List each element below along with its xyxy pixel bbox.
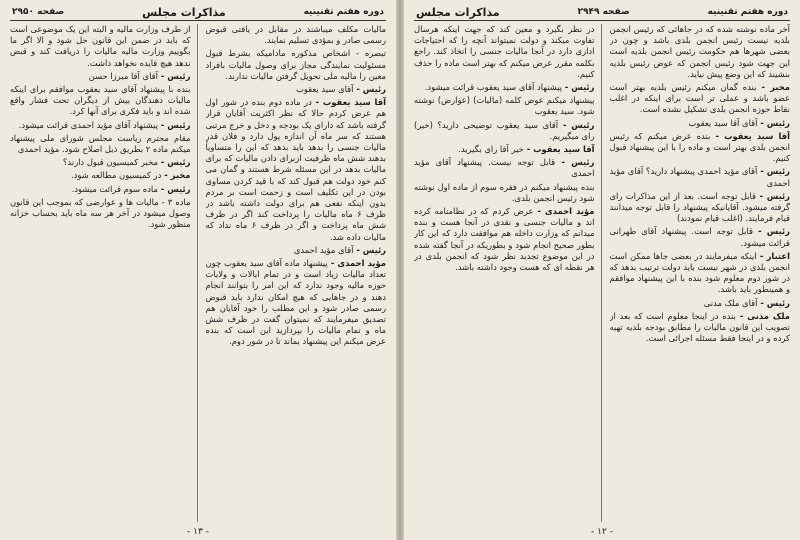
paragraph — [414, 95, 595, 117]
paragraph — [10, 133, 191, 155]
right-page-session: دوره هفتم تقنینیه — [707, 7, 788, 17]
speaker-name: رئیس - — [157, 70, 191, 81]
paragraph — [610, 166, 791, 188]
speaker-name: رئیس - — [555, 157, 595, 168]
paragraph — [610, 131, 791, 165]
paragraph-text: پیشنهاد ماده آقای سید یعقوب چون تعداد مالیات زیاد است و در تمام ایالات و ولایات حوزه مالیه وجود ندارد که این امر را بتوانند انجام دهند و در جاهایی که هیچ امکان ندارد باید قبوض رسمی صادر شود و این مطلب را خود آقایان هم تصدیق میفرمایند که نمیتوان گفت در ظرف شش ماه و تمام مالیات را بپردازید این است که بنده عرض میکنم این پیشنهاد بماند تا در شور دوم. — [205, 258, 386, 347]
speaker-name: رئیس - — [157, 183, 191, 194]
speaker-name: رئیس - — [561, 82, 595, 93]
paragraph-text: آقای ملک مدنی — [703, 297, 758, 308]
paragraph — [610, 226, 791, 248]
paragraph-text: بنده با پیشنهاد آقای سید یعقوب موافقم برای اینکه مالیات دهندگان بیش از دیگران تحت فشار واقع شده اند و باید فکری برای آنها کرد. — [10, 84, 191, 117]
paragraph — [610, 24, 791, 80]
speaker-name: آقا سید یعقوب - — [710, 130, 790, 141]
paragraph — [414, 182, 595, 204]
speaker-name: رئیس - — [757, 117, 790, 128]
paragraph — [10, 184, 191, 195]
paragraph — [610, 191, 791, 225]
paragraph — [206, 245, 387, 256]
paragraph — [610, 82, 791, 116]
paragraph-text: پیشنهاد آقای مؤید احمدی قرائت میشود. — [18, 119, 158, 130]
left-page-header — [10, 4, 386, 21]
right-page-footer: - ۱۲ - — [591, 527, 613, 537]
speaker-name: رئیس - — [756, 190, 790, 201]
paragraph — [10, 24, 191, 69]
paragraph-text: مخبر کمیسیون قبول دارند؟ — [62, 157, 158, 168]
paragraph — [206, 24, 387, 46]
paragraph-text: اینکه میفرمایند در بعضی جاها ممکن است انجمن بلدی در شهر نیست باید دولت ترتیب بدهد که در شور دوم معلوم شود بنده با این پیشنهاد موافقم و همینطور باید باشد. — [609, 250, 790, 295]
speaker-name: رئیس - — [757, 166, 790, 177]
right-page-header — [414, 4, 790, 21]
paragraph-text: از طرف وزارت مالیه و البته این یک موضوعی است که باید در ضمن این قانون حل شود و الا اگر ما بگوییم وزارت مالیه مالیات را دریافت کند و قبض ندهد هیچ فایده نخواهد داشت. — [10, 24, 191, 68]
left-page-column-2 — [10, 24, 198, 522]
paragraph — [414, 144, 595, 155]
paragraph-text: بنده گمان میکنم رئیس بلدیه بهتر است عضو باشد و عملی تر است برای اینکه در اغلب نقاط حوزه انجمن بلدی تشکیل نشده است. — [609, 82, 790, 115]
speaker-name: رئیس - — [157, 157, 191, 168]
paragraph — [10, 170, 191, 181]
left-page-footer: - ۱۳ - — [187, 527, 209, 537]
left-page-columns — [10, 24, 386, 522]
paragraph-text: مالیات مکلف میباشند در مقابل در یافتی قبوض رسمی صادر و بمؤدی تسلیم نمایند. — [205, 24, 386, 46]
paragraph — [206, 84, 387, 95]
right-page-columns — [414, 24, 790, 522]
book-gutter — [396, 0, 404, 540]
paragraph — [610, 251, 791, 296]
paragraph — [10, 71, 191, 82]
paragraph — [414, 206, 595, 273]
paragraph-text: قابل توجه است. بعد از این مذاکرات رای گرفته میشود. آقایانیکه پیشنهاد را قابل توجه میدانند قیام فرمایند. (اغلب قیام نمودند) — [609, 190, 790, 224]
paragraph — [414, 82, 595, 93]
paragraph — [206, 97, 387, 243]
paragraph — [206, 48, 387, 82]
paragraph-text: آقای مؤید احمدی پیشنهاد دارید؟ آقای مؤید احمدی — [609, 166, 790, 188]
paragraph-text: قابل توجه است. پیشنهاد آقای طهرانی قرائت میشود. — [609, 226, 790, 248]
paragraph — [414, 120, 595, 142]
paragraph — [414, 24, 595, 80]
paragraph — [610, 298, 791, 309]
paragraph-text: آقای مؤید احمدی — [293, 244, 354, 255]
speaker-name: آقا سید یعقوب - — [523, 144, 595, 155]
paragraph — [610, 118, 791, 129]
paragraph-text: قابل توجه نیست. پیشنهاد آقای مؤید احمدی — [414, 157, 595, 179]
speaker-name: مؤید احمدی - — [533, 206, 595, 217]
paragraph-text: بنده عرض میکنم که رئیس انجمن بلدی بهتر است و ماده را با این پیشنهاد قبول کنیم. — [609, 130, 790, 164]
right-page-column-1 — [610, 24, 791, 522]
paragraph-text: پیشنهاد آقای سید یعقوب قرائت میشود. — [424, 82, 562, 93]
speaker-name: مؤید احمدی - — [327, 258, 386, 269]
paragraph — [206, 258, 387, 348]
right-page-number: صفحه ۲۹۴۹ — [577, 7, 630, 17]
speaker-name: رئیس - — [757, 297, 790, 308]
paragraph-text: پیشنهاد میکنم عوض کلمه (مالیات) (عوارض) نوشته شود. سید یعقوب — [414, 95, 595, 117]
left-page-column-1 — [206, 24, 387, 522]
paragraph-text: آقای آقا میرزا حسن — [88, 70, 158, 81]
left-page-number: صفحه ۲۹۵۰ — [12, 7, 65, 17]
paragraph-text: عرض کردم که در نظامنامه کرده اند و مالیات جنسی و نقدی در آنجا هست و بنده میدانم که وزارت داخله هم موافقت دارد که این کار بطور صحیح انجام شود و بطوریکه در آنجا گفته شده در این موضوع تجدید نظر شود که انجمن بلدی در هر نقطه ای که هست وجود داشته باشد. — [414, 206, 595, 273]
right-page-column-2 — [414, 24, 602, 522]
speaker-name: رئیس - — [753, 226, 790, 237]
paragraph-text: بنده در اینجا معلوم است که بعد از تصویب این قانون مالیات را مطابق بودجه بلدیه تهیه کرده و در اینجا فقط مسئله اجرائی است. — [609, 310, 790, 344]
paragraph-text: بنده پیشنهاد میکنم در فقره سوم از ماده اول نوشته شود رئیس انجمن بلدی. — [414, 181, 595, 203]
paragraph — [10, 120, 191, 131]
paragraph-text: آقای سید یعقوب — [295, 84, 354, 95]
speaker-name: مخبر - — [756, 82, 790, 93]
paragraph-text: آقای آقا سید یعقوب — [688, 117, 758, 128]
paragraph-text: آقای سید یعقوب توضیحی دارید؟ (خیر) رای میگیریم. — [414, 119, 595, 141]
speaker-name: رئیس - — [157, 119, 191, 130]
speaker-name: اعتبار - — [756, 250, 790, 261]
speaker-name: رئیس - — [353, 84, 386, 95]
paragraph — [10, 197, 191, 231]
paragraph-text: ماده ۳ - مالیات ها و عوارضی که بموجب این قانون وصول میشود در آخر هر سه ماه باید بحساب خزانه منظور شود. — [10, 196, 191, 230]
right-page — [404, 0, 800, 540]
paragraph — [414, 157, 595, 179]
left-page — [0, 0, 396, 540]
paragraph-text: آخر ماده نوشته شده که در جاهائی که رئیس انجمن بلدیه نیست رئیس انجمن بلدی باشد و چون در بعضی شهرها هم حکومت رئیس انجمن بلدیه است این جهت شود رئیس انجمن که عوض رئیس بلدیه بنشیند که این وضع پیش نیاید. — [609, 24, 790, 79]
paragraph-text: در کمیسیون مطالعه شود. — [71, 170, 162, 181]
paragraph-text: در ماده دوم بنده در شور اول هم عرض کردم حالا که نظر اکثریت آقایان قرار گرفته باشد که دارای یک بودجه و دخل و خرج مرتبی هستند که سر ماه آن اندازه پول دارد و فلان قدر مالیات جنسی را بدهد باید بدهد که این را متساویاً بدهند شش ماه ظرفیت ازبرای دادن مالیات که برای مالیات بدهد در این مسئله شرط هستند و گمان می کنم خود دولت هم قبول کند که با قید کردن مساوی بودن در این تکلیف است و زحمت است بر مردم بدون اینکه نفعی هم برای دولت داشته باشد در ظرف ۶ ماه مالیات را پرداخت کند اگر در ظرف شش ماه پرداخت و اگر در ظرف ۶ ماه نداد که مالیات داده شد. — [205, 97, 386, 242]
left-page-session: دوره هفتم تقنینیه — [303, 7, 384, 17]
paragraph-text: در نظر بگیرد و معین کند که جهت اینکه هرسال تفاوت میکند و دولت نمیتواند آنچه را که احتیاجات اداری دارد در آنجا مالیات جنسی را اتخاذ کند. راجع بکلمه مقرر عرض میکنم که بهتر است ماده را حذف کنیم. — [414, 24, 595, 79]
paragraph — [10, 157, 191, 168]
paragraph-text: مقام محترم ریاست مجلس شورای ملی پیشنهاد میکنم ماده ۲ بطریق ذیل اصلاح شود. مؤید احمدی — [10, 132, 191, 155]
speaker-name: آقا سید یعقوب - — [311, 97, 386, 108]
speaker-name: مخبر - — [161, 170, 191, 181]
paragraph — [10, 84, 191, 118]
left-page-title: مذاکرات مجلس — [142, 5, 226, 19]
paragraph-text: خیر آقا رای بگیرید. — [458, 144, 524, 155]
paragraph-text: تبصره - اشخاص مذکوره مادامیکه بشرط قبول مسئولیت نمایندگی مجاز برای وصول مالیات بافراد معین را مالیه ملی تحویل گرفتن مالیات ندارند. — [205, 48, 386, 81]
right-page-title: مذاکرات مجلس — [416, 5, 500, 19]
paragraph-text: ماده سوم قرائت میشود. — [71, 183, 158, 194]
speaker-name: رئیس - — [353, 244, 386, 255]
speaker-name: رئیس - — [558, 119, 595, 130]
paragraph — [610, 311, 791, 345]
speaker-name: ملک مدنی - — [735, 310, 790, 321]
